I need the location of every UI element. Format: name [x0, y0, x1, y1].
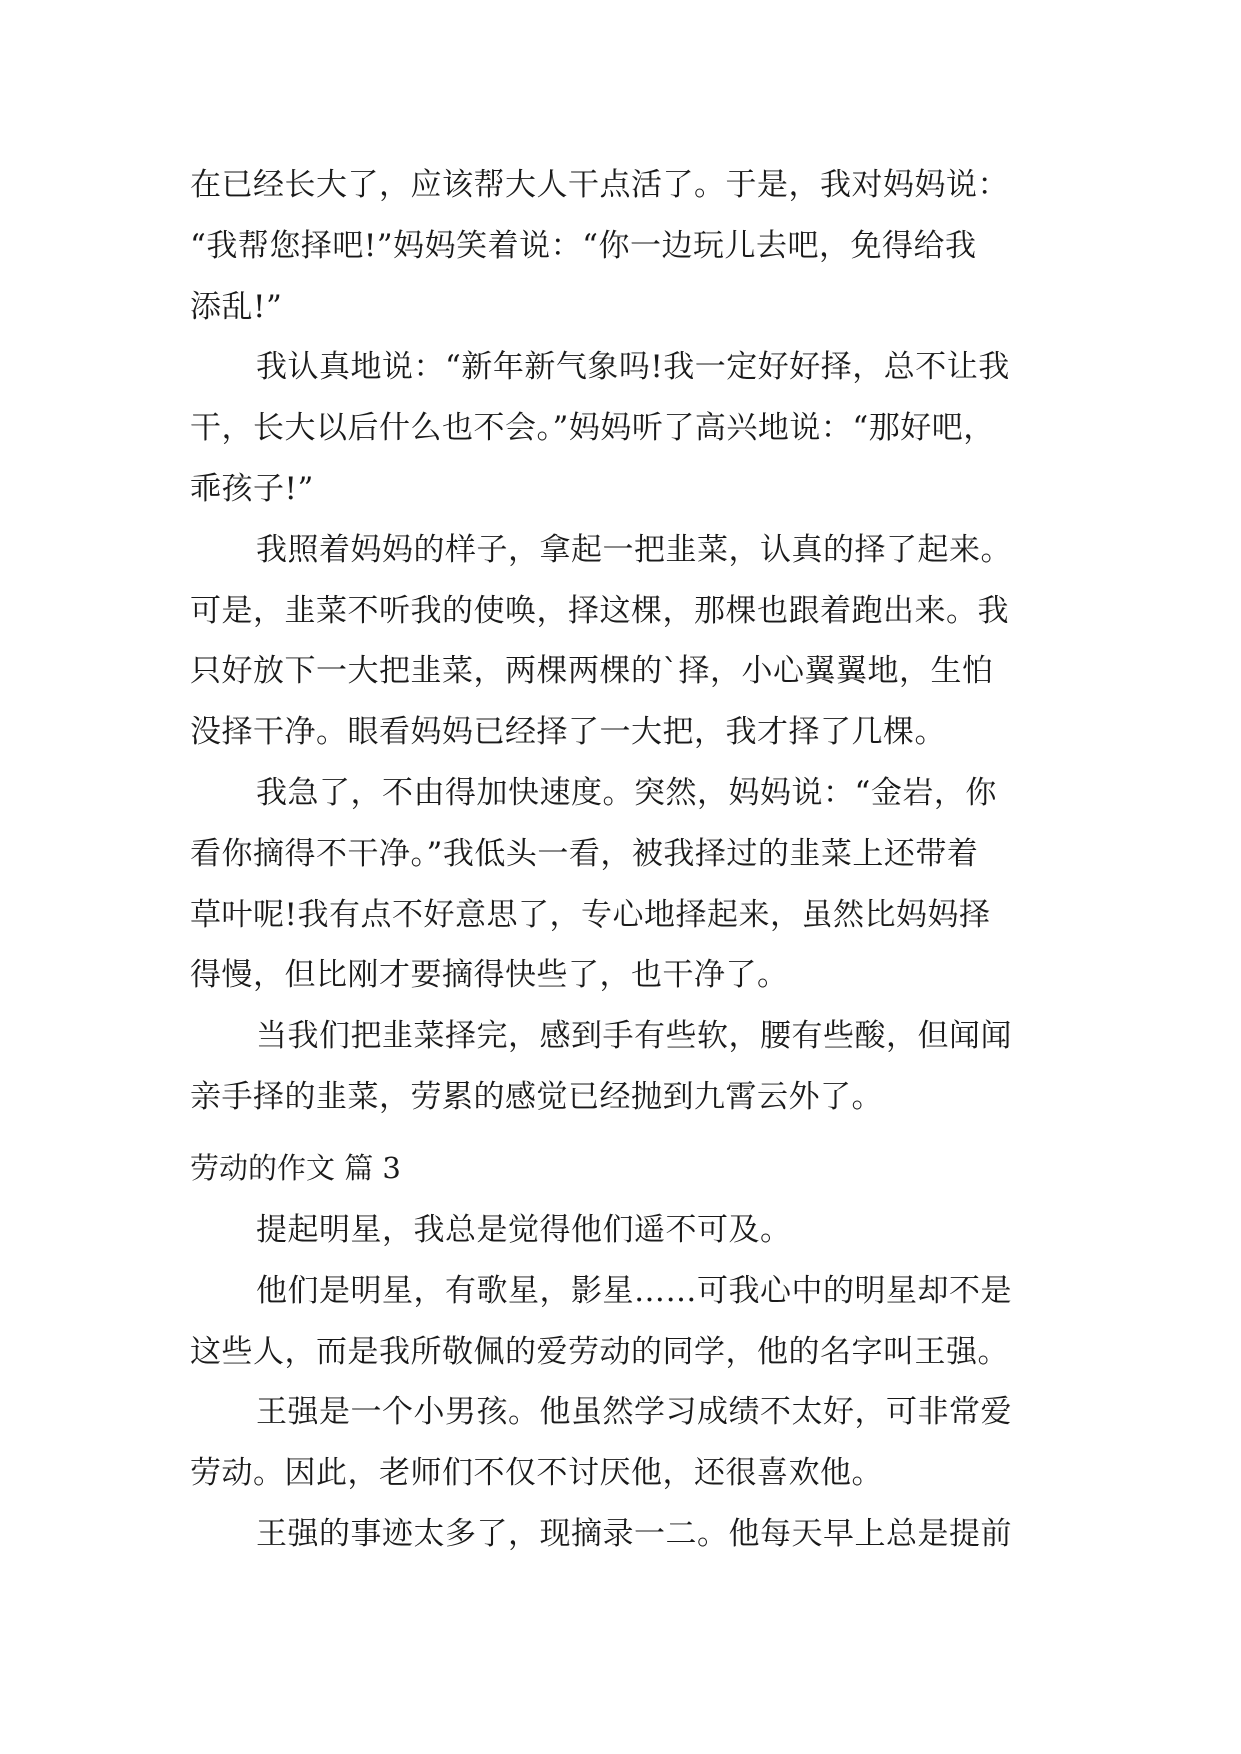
text-line: 亲手择的韭菜，劳累的感觉已经抛到九霄云外了。	[190, 1078, 883, 1115]
section-title: 劳动的作文 篇 3	[190, 1151, 401, 1185]
text-line: 添乱!”	[190, 288, 283, 325]
text-line: 只好放下一大把韭菜，两棵两棵的`择，小心翼翼地，生怕	[190, 653, 994, 690]
essay-part-3-text	[190, 1200, 1060, 1565]
paragraph-start-line: 当我们把韭菜择完，感到手有些软，腰有些酸，但闻闻	[256, 1018, 1012, 1055]
paragraph-start-line: 我照着妈妈的样子，拿起一把韭菜，认真的择了起来。	[256, 531, 1012, 568]
essay-part-2-text	[190, 155, 1060, 1128]
text-line: “我帮您择吧!”妈妈笑着说：“你一边玩儿去吧，免得给我	[190, 227, 977, 264]
text-line: 草叶呢!我有点不好意思了，专心地择起来，虽然比妈妈择	[190, 896, 991, 933]
paragraph-start-line: 王强是一个小男孩。他虽然学习成绩不太好，可非常爱	[256, 1394, 1012, 1431]
text-line: 可是，韭菜不听我的使唤，择这棵，那棵也跟着跑出来。我	[190, 592, 1009, 629]
text-line: 没择干净。眼看妈妈已经择了一大把，我才择了几棵。	[190, 714, 946, 751]
text-line: 劳动。因此，老师们不仅不讨厌他，还很喜欢他。	[190, 1455, 883, 1492]
text-line: 干，长大以后什么也不会。”妈妈听了高兴地说：“那好吧，	[190, 410, 995, 447]
text-line: 乖孩子!”	[190, 470, 314, 507]
text-line: 这些人，而是我所敬佩的爱劳动的同学，他的名字叫王强。	[190, 1333, 1009, 1370]
paragraph-start-line: 我急了，不由得加快速度。突然，妈妈说：“金岩，你	[256, 774, 997, 811]
paragraph-start-line: 王强的事迹太多了，现摘录一二。他每天早上总是提前	[256, 1515, 1012, 1552]
paragraph-start-line: 我认真地说：“新年新气象吗!我一定好好择，总不让我	[256, 349, 1010, 386]
paragraph-start-line: 他们是明星，有歌星，影星……可我心中的明星却不是	[256, 1272, 1012, 1309]
text-line: 得慢，但比刚才要摘得快些了，也干净了。	[190, 957, 789, 994]
text-line: 看你摘得不干净。”我低头一看，被我择过的韭菜上还带着	[190, 835, 979, 872]
text-line: 在已经长大了，应该帮大人干点活了。于是，我对妈妈说：	[190, 167, 1009, 203]
paragraph-start-line: 提起明星，我总是觉得他们遥不可及。	[256, 1212, 792, 1248]
